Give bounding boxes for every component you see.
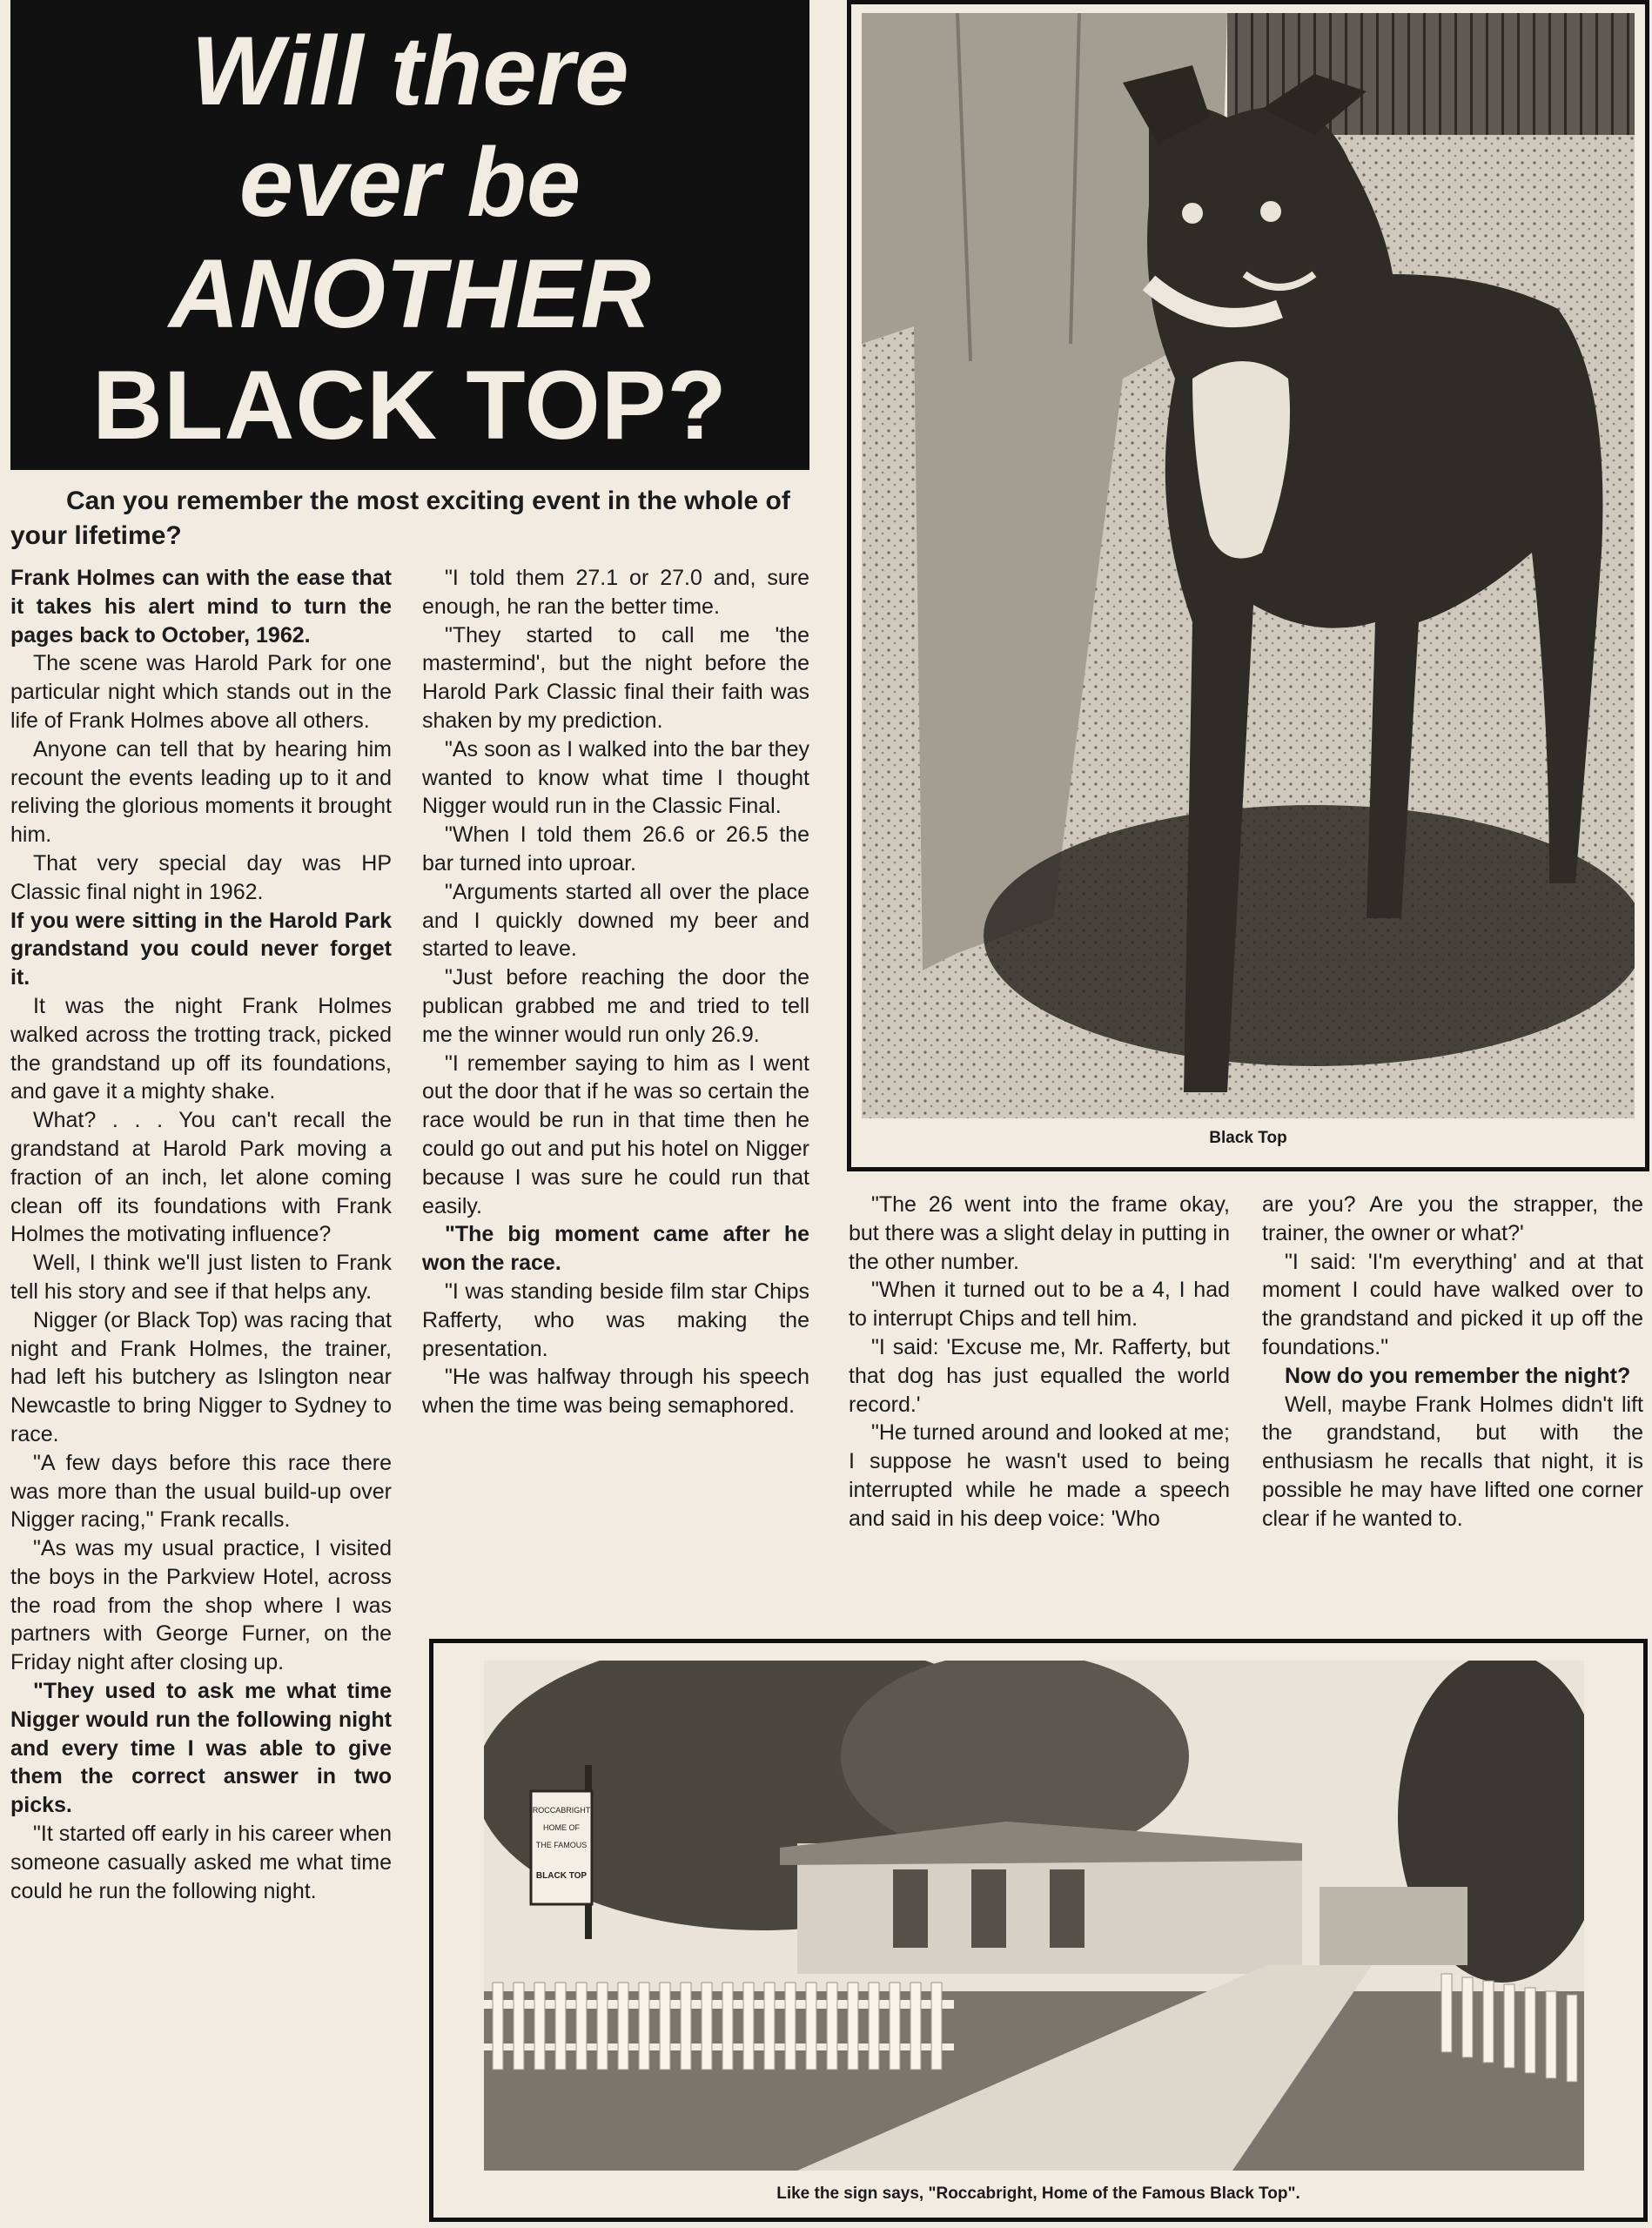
body-paragraph: "Arguments started all over the place and I quickly downed my beer and started to leave. [422, 879, 809, 962]
body-paragraph: "He turned around and looked at me; I suppose he wasn't used to being interrupted while he made a speech and said in his deep voice: 'Who [849, 1420, 1230, 1531]
body-paragraph: "When it turned out to be a 4, I had to interrupt Chips and tell him. [849, 1278, 1230, 1332]
dog-photo-caption: Black Top [1209, 1129, 1287, 1147]
headline-line-2: ever be [238, 128, 581, 237]
body-paragraph: Nigger (or Black Top) was racing that night and Frank Holmes, the trainer, had left his butchery as Islington near Newcastle to bring Nigger to Sydney to race. [10, 1307, 392, 1446]
house-photo-illustration [484, 1661, 1584, 2171]
sign-text-line-3: THE FAMOUS [535, 1841, 588, 1849]
dog-photo [862, 13, 1635, 1118]
sign-text-line-2: HOME OF [543, 1823, 580, 1832]
house-photo [484, 1661, 1584, 2171]
body-paragraph: It was the night Frank Holmes walked across the trotting track, picked the grandstand up off its foundations, and gave it a mighty shake. [10, 993, 392, 1104]
intro-paragraph: Frank Holmes can with the ease that it takes his alert mind to turn the pages back to October, 1962. [10, 566, 392, 648]
body-paragraph: The scene was Harold Park for one particular night which stands out in the life of Frank Holmes above all others. [10, 651, 392, 733]
subhead-paragraph: Now do you remember the night? [1285, 1363, 1631, 1388]
body-paragraph: "I said: 'I'm everything' and at that moment I could have walked over to the grandstand and picked it up off the foundations." [1262, 1249, 1643, 1359]
headline-box [10, 0, 809, 470]
body-paragraph: "I was standing beside film star Chips Rafferty, who was making the presentation. [422, 1278, 809, 1361]
subhead-paragraph: "They used to ask me what time Nigger would run the following night and every time I was able to give them the correct answer in two picks. [10, 1679, 392, 1818]
body-paragraph: "He was halfway through his speech when the time was being semaphored. [422, 1365, 809, 1419]
body-paragraph: That very special day was HP Classic final night in 1962. [10, 850, 392, 904]
body-paragraph: "I told them 27.1 or 27.0 and, sure enough, he ran the better time. [422, 566, 809, 619]
body-paragraph: "I remember saying to him as I went out the door that if he was so certain the race would be run in that time then he could go out and put his hotel on Nigger because I was sure he could run that easily. [422, 1050, 809, 1218]
house-photo-frame [429, 1639, 1648, 2222]
body-paragraph: "I said: 'Excuse me, Mr. Rafferty, but that dog has just equalled the world record.' [849, 1334, 1230, 1417]
standfirst: Can you remember the most exciting event in the whole of your lifetime? [10, 487, 790, 550]
body-paragraph: "A few days before this race there was more than the usual build-up over Nigger racing," Frank recalls. [10, 1450, 392, 1533]
body-paragraph: are you? Are you the strapper, the trainer, the owner or what?' [1262, 1192, 1643, 1245]
body-paragraph: "As soon as I walked into the bar they wanted to know what time I thought Nigger would run in the Classic Final. [422, 736, 809, 819]
headline-line-4: BLACK TOP? [92, 351, 728, 460]
body-paragraph: "Just before reaching the door the publican grabbed me and tried to tell me the winner would run only 26.9. [422, 965, 809, 1047]
body-paragraph: "The 26 went into the frame okay, but there was a slight delay in putting in the other number. [849, 1192, 1230, 1274]
body-paragraph: What? . . . You can't recall the grandstand at Harold Park moving a fraction of an inch, let alone coming clean off its foundations with Frank Holmes the motivating influence? [10, 1108, 392, 1247]
subhead-paragraph: "The big moment came after he won the race. [422, 1222, 809, 1276]
article-column-4 [1262, 1191, 1643, 1533]
article-column-3 [849, 1191, 1230, 1533]
sign-text-line-4: BLACK TOP [535, 1871, 588, 1881]
body-paragraph: "When I told them 26.6 or 26.5 the bar turned into uproar. [422, 822, 809, 876]
house-photo-caption: Like the sign says, "Roccabright, Home of the Famous Black Top". [776, 2184, 1300, 2203]
article-column-2 [422, 564, 809, 1420]
body-paragraph: Well, I think we'll just listen to Frank tell his story and see if that helps any. [10, 1251, 392, 1304]
dog-photo-frame [847, 0, 1649, 1171]
headline-line-3: ANOTHER [169, 239, 651, 348]
greyhound-photo-illustration [862, 13, 1635, 1118]
body-paragraph: Anyone can tell that by hearing him recount the events leading up to it and reliving the glorious moments it brought him. [10, 736, 392, 848]
body-paragraph: "It started off early in his career when someone casually asked me what time could he run the following night. [10, 1822, 392, 1903]
body-paragraph: "As was my usual practice, I visited the boys in the Parkview Hotel, across the road from the shop where I was partners with George Furner, on the Friday night after closing up. [10, 1536, 392, 1675]
body-paragraph: "They started to call me 'the mastermind', but the night before the Harold Park Classic final their faith was shaken by my prediction. [422, 622, 809, 733]
article-column-1 [10, 564, 392, 1905]
headline-line-1: Will there [191, 17, 629, 125]
body-paragraph: Well, maybe Frank Holmes didn't lift the grandstand, but with the enthusiasm he recalls that night, it is possible he may have lifted one corner clear if he wanted to. [1262, 1392, 1643, 1531]
subhead-paragraph: If you were sitting in the Harold Park grandstand you could never forget it. [10, 908, 392, 990]
sign-text-line-1: ROCCABRIGHT [532, 1806, 591, 1815]
